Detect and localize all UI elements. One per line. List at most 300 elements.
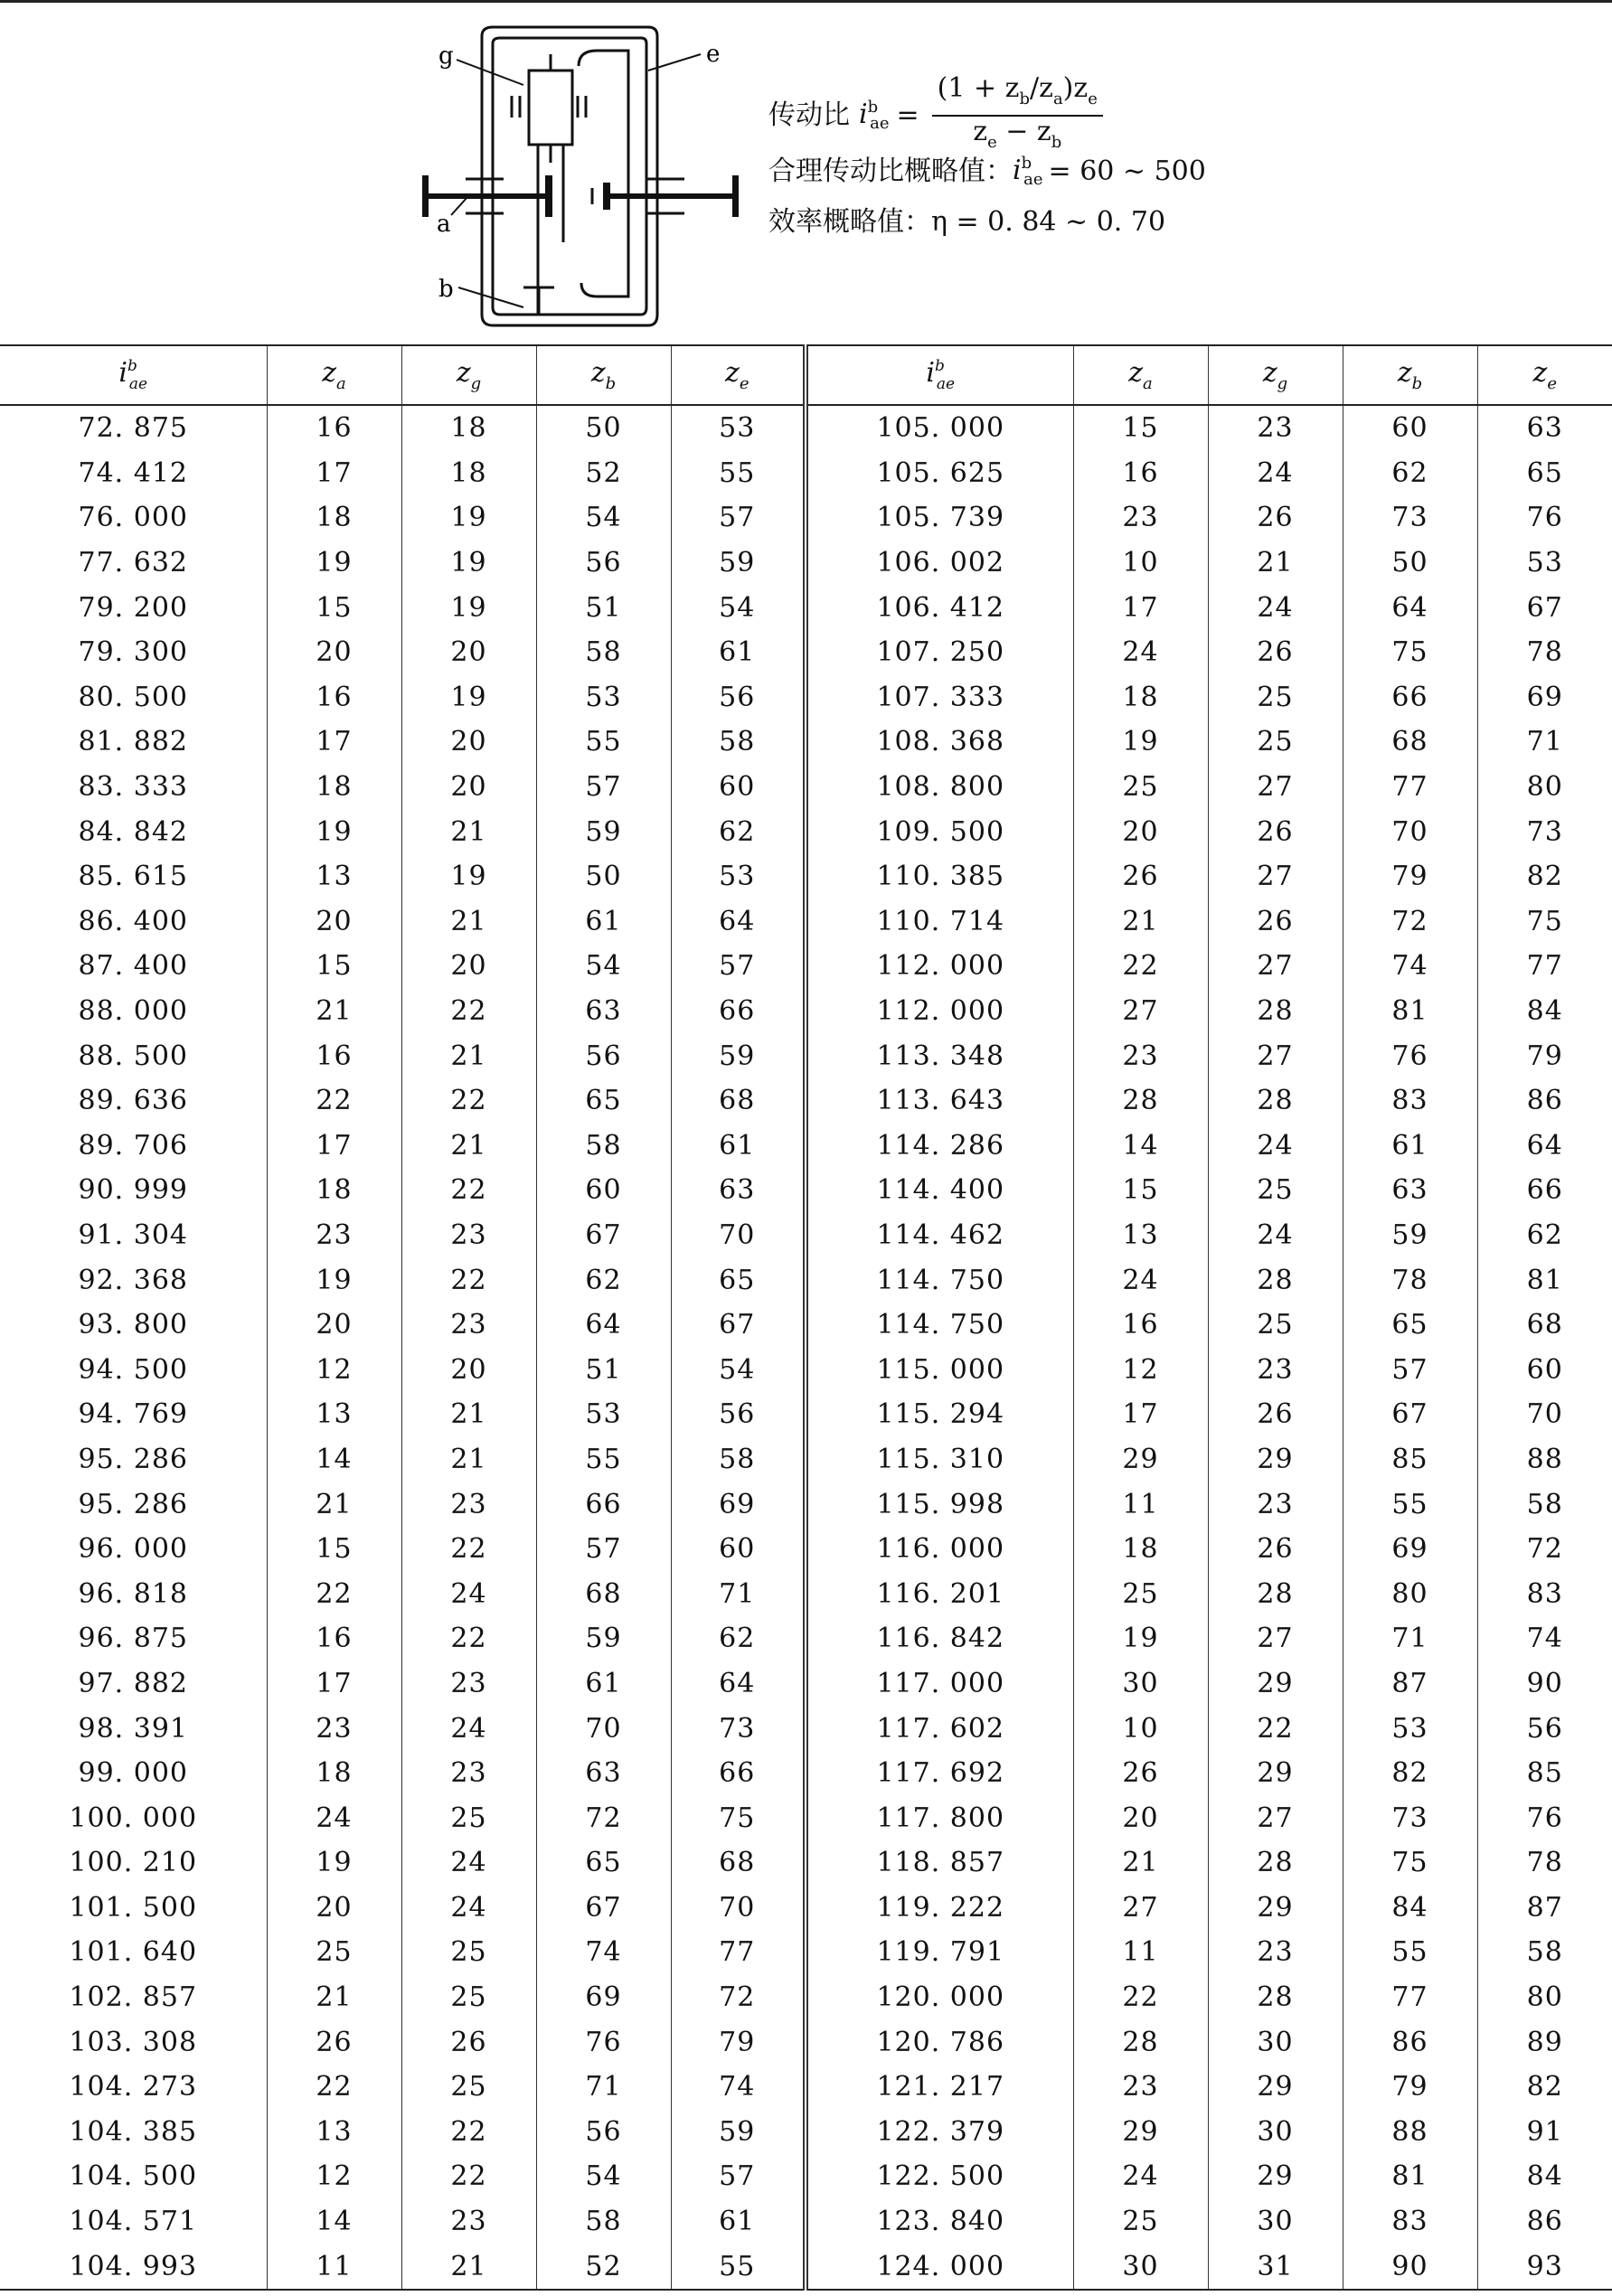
table-cell: 27 — [1208, 1033, 1343, 1078]
table-row — [0, 1527, 1612, 1572]
table-cell: 23 — [401, 1751, 536, 1796]
table-cell: 22 — [401, 1078, 536, 1124]
table-cell: 29 — [1208, 2154, 1343, 2199]
table-row — [0, 1437, 1612, 1482]
table-cell: 68 — [536, 1571, 671, 1616]
table-row — [0, 1213, 1612, 1258]
table-cell: 103. 308 — [69, 2026, 198, 2058]
table-cell: 25 — [1208, 720, 1343, 765]
header-cell: $z_e$ — [1477, 345, 1612, 405]
table-row — [0, 899, 1612, 945]
table-cell: 24 — [401, 1706, 536, 1751]
table-cell: 51 — [536, 585, 671, 630]
table-cell: 51 — [536, 1347, 671, 1392]
table-cell: 79 — [1343, 2065, 1477, 2110]
table-cell: 27 — [1208, 1795, 1343, 1840]
table-cell: 23 — [1073, 1033, 1208, 1078]
table-cell: 16 — [267, 1616, 401, 1661]
table-cell: 16 — [1073, 1303, 1208, 1348]
table-cell: 74 — [671, 2065, 806, 2110]
table-cell: 98. 391 — [78, 1712, 188, 1745]
table-cell: 74. 412 — [78, 456, 188, 489]
header-cell: $i^b_{ae}$ — [0, 345, 267, 405]
table-cell: 19 — [401, 541, 536, 586]
table-cell: 76 — [536, 2019, 671, 2065]
table-cell: 23 — [1208, 405, 1343, 451]
table-cell: 104. 385 — [69, 2115, 198, 2148]
ratio-numerator: $(1 + z_b/z_a)z_e$ — [932, 73, 1103, 117]
table-row — [0, 1706, 1612, 1751]
table-cell: 25 — [401, 1975, 536, 2020]
table-cell: 30 — [1073, 2244, 1208, 2290]
table-cell: 21 — [401, 1392, 536, 1437]
table-cell: 23 — [267, 1706, 401, 1751]
table-cell: 14 — [267, 2199, 401, 2244]
table-cell: 13 — [1073, 1213, 1208, 1258]
table-cell: 65 — [1343, 1303, 1477, 1348]
table-cell: 59 — [671, 1033, 806, 1078]
table-cell: 62 — [536, 1257, 671, 1303]
table-cell: 67 — [536, 1886, 671, 1931]
table-cell: 28 — [1208, 1571, 1343, 1616]
table-cell: 26 — [1208, 630, 1343, 675]
table-cell: 19 — [401, 585, 536, 630]
table-cell: 75 — [1343, 1840, 1477, 1886]
table-cell: 82 — [1477, 854, 1612, 899]
table-cell: 23 — [1208, 1347, 1343, 1392]
table-cell: 91. 304 — [78, 1219, 188, 1251]
table-cell: 20 — [267, 1303, 401, 1348]
ratio-label: 传动比 — [768, 99, 850, 131]
table-cell: 117. 602 — [806, 1706, 1073, 1751]
table-cell: 81 — [1343, 989, 1477, 1034]
table-cell: 115. 310 — [806, 1437, 1073, 1482]
table-row — [0, 495, 1612, 541]
table-cell: 78 — [1477, 1840, 1612, 1886]
table-cell: 119. 791 — [806, 1930, 1073, 1975]
table-cell: 62 — [671, 1616, 806, 1661]
table-cell: 23 — [267, 1213, 401, 1258]
ratio-line: 传动比 $i^b_{ae}$ = $\frac{(1 + z_b/z_a)z_e}{z_e - z_b}$ — [768, 90, 1582, 141]
table-cell: 25 — [1073, 765, 1208, 810]
header-cell: $z_g$ — [1208, 345, 1343, 405]
table-cell: 23 — [401, 1661, 536, 1707]
table-cell: 12 — [1073, 1347, 1208, 1392]
table-cell: 10 — [1073, 1706, 1208, 1751]
table-cell: 50 — [1343, 541, 1477, 586]
table-cell: 82 — [1343, 1751, 1477, 1796]
table-cell: 120. 786 — [806, 2019, 1073, 2065]
table-cell: 28 — [1208, 1078, 1343, 1124]
table-cell: 20 — [267, 630, 401, 675]
table-cell: 110. 714 — [806, 899, 1073, 945]
label-g: g — [438, 42, 454, 70]
table-cell: 26 — [1208, 1527, 1343, 1572]
table-cell: 57 — [536, 1527, 671, 1572]
table-cell: 17 — [1073, 585, 1208, 630]
table-row — [0, 1347, 1612, 1392]
table-cell: 29 — [1073, 2110, 1208, 2155]
table-cell: 62 — [671, 809, 806, 854]
table-cell: 16 — [267, 675, 401, 720]
table-cell: 19 — [1073, 720, 1208, 765]
table-cell: 54 — [671, 585, 806, 630]
table-cell: 84 — [1477, 989, 1612, 1034]
table-cell: 100. 000 — [69, 1802, 198, 1834]
table-cell: 116. 842 — [806, 1616, 1073, 1661]
table-cell: 18 — [401, 405, 536, 451]
table-cell: 74 — [1343, 944, 1477, 989]
table-cell: 53 — [536, 675, 671, 720]
table-cell: 11 — [1073, 1930, 1208, 1975]
table-cell: 85. 615 — [78, 861, 188, 893]
table-cell: 56 — [1477, 1706, 1612, 1751]
table-cell: 119. 222 — [806, 1886, 1073, 1931]
table-cell: 55 — [671, 451, 806, 496]
table-cell: 18 — [267, 495, 401, 541]
efficiency-value: η = 0. 84 ~ 0. 70 — [931, 206, 1166, 238]
table-cell: 88 — [1343, 2110, 1477, 2155]
table-cell: 29 — [1208, 1661, 1343, 1707]
table-cell: 20 — [267, 1886, 401, 1931]
header-cell: $i^b_{ae}$ — [806, 345, 1073, 405]
table-cell: 25 — [267, 1930, 401, 1975]
table-row — [0, 944, 1612, 989]
table-cell: 77. 632 — [78, 547, 188, 579]
table-cell: 59 — [536, 1616, 671, 1661]
table-cell: 58 — [536, 630, 671, 675]
table-row — [0, 720, 1612, 765]
gear-tooth-table — [0, 344, 1612, 2291]
table-cell: 22 — [401, 1527, 536, 1572]
table-cell: 53 — [1477, 541, 1612, 586]
table-cell: 30 — [1208, 2019, 1343, 2065]
table-cell: 86 — [1477, 2199, 1612, 2244]
table-cell: 55 — [1343, 1482, 1477, 1527]
table-cell: 116. 000 — [806, 1527, 1073, 1572]
table-cell: 17 — [267, 720, 401, 765]
table-cell: 114. 462 — [806, 1213, 1073, 1258]
table-cell: 15 — [267, 585, 401, 630]
header-cell: $z_b$ — [1343, 345, 1477, 405]
efficiency-label: 效率概略值： — [768, 206, 931, 238]
table-row — [0, 765, 1612, 810]
table-cell: 22 — [1208, 1706, 1343, 1751]
table-cell: 80 — [1477, 1975, 1612, 2020]
table-cell: 29 — [1208, 1751, 1343, 1796]
table-cell: 55 — [671, 2244, 806, 2290]
table-cell: 26 — [1208, 495, 1343, 541]
table-row — [0, 1033, 1612, 1078]
table-cell: 53 — [671, 854, 806, 899]
table-cell: 27 — [1208, 1616, 1343, 1661]
table-cell: 21 — [267, 989, 401, 1034]
table-cell: 74 — [536, 1930, 671, 1975]
table-cell: 118. 857 — [806, 1840, 1073, 1886]
table-cell: 92. 368 — [78, 1264, 188, 1296]
table-cell: 22 — [267, 1571, 401, 1616]
table-cell: 18 — [1073, 1527, 1208, 1572]
label-b: b — [438, 276, 454, 303]
table-cell: 121. 217 — [806, 2065, 1073, 2110]
table-cell: 61 — [671, 630, 806, 675]
table-cell: 124. 000 — [806, 2244, 1073, 2290]
table-cell: 88. 500 — [78, 1040, 188, 1072]
ratio-symbol: $i^b_{ae}$ — [859, 98, 890, 133]
table-cell: 106. 412 — [806, 585, 1073, 630]
table-cell: 26 — [1208, 899, 1343, 945]
table-cell: 114. 750 — [806, 1303, 1073, 1348]
table-cell: 120. 000 — [806, 1975, 1073, 2020]
table-cell: 29 — [1208, 1886, 1343, 1931]
table-cell: 122. 379 — [806, 2110, 1073, 2155]
table-cell: 117. 692 — [806, 1751, 1073, 1796]
range-value: = 60 ~ 500 — [1048, 155, 1206, 187]
table-cell: 75 — [1477, 899, 1612, 945]
label-a: a — [437, 211, 451, 238]
table-cell: 83 — [1477, 1571, 1612, 1616]
table-cell: 11 — [267, 2244, 401, 2290]
table-cell: 82 — [1477, 2065, 1612, 2110]
table-cell: 123. 840 — [806, 2199, 1073, 2244]
table-cell: 117. 000 — [806, 1661, 1073, 1707]
table-cell: 17 — [267, 1661, 401, 1707]
table-cell: 69 — [536, 1975, 671, 2020]
table-cell: 115. 998 — [806, 1482, 1073, 1527]
table-cell: 99. 000 — [78, 1757, 188, 1790]
table-body — [0, 405, 1612, 2290]
table-cell: 21 — [401, 1437, 536, 1482]
table-row — [0, 1975, 1612, 2020]
table-cell: 68 — [671, 1840, 806, 1886]
table-row — [0, 1124, 1612, 1169]
table-cell: 26 — [1073, 1751, 1208, 1796]
table-cell: 63 — [671, 1168, 806, 1213]
table-cell: 101. 640 — [69, 1936, 198, 1969]
table-cell: 81 — [1343, 2154, 1477, 2199]
table-cell: 63 — [536, 989, 671, 1034]
table-row — [0, 630, 1612, 675]
table-cell: 20 — [401, 1347, 536, 1392]
table-cell: 28 — [1073, 2019, 1208, 2065]
table-cell: 89 — [1477, 2019, 1612, 2065]
table-cell: 68 — [1477, 1303, 1612, 1348]
table-cell: 62 — [1343, 451, 1477, 496]
table-cell: 64 — [671, 1661, 806, 1707]
table-cell: 27 — [1208, 854, 1343, 899]
table-cell: 73 — [1477, 809, 1612, 854]
table-cell: 73 — [1343, 1795, 1477, 1840]
table-cell: 50 — [536, 405, 671, 451]
table-cell: 66 — [536, 1482, 671, 1527]
table-cell: 20 — [401, 720, 536, 765]
table-cell: 17 — [267, 451, 401, 496]
table-cell: 21 — [401, 1033, 536, 1078]
table-cell: 26 — [1208, 809, 1343, 854]
table-cell: 61 — [671, 1124, 806, 1169]
table-cell: 110. 385 — [806, 854, 1073, 899]
table-cell: 77 — [1343, 1975, 1477, 2020]
table-cell: 68 — [1343, 720, 1477, 765]
table-cell: 24 — [401, 1886, 536, 1931]
header-cell: $z_a$ — [1073, 345, 1208, 405]
table-cell: 24 — [267, 1795, 401, 1840]
table-cell: 54 — [536, 495, 671, 541]
label-e: e — [706, 41, 721, 68]
table-cell: 28 — [1208, 1840, 1343, 1886]
table-cell: 25 — [1208, 1303, 1343, 1348]
table-cell: 116. 201 — [806, 1571, 1073, 1616]
table-cell: 15 — [1073, 405, 1208, 451]
table-cell: 57 — [671, 2154, 806, 2199]
table-cell: 84 — [1343, 1886, 1477, 1931]
table-cell: 104. 273 — [69, 2071, 198, 2103]
table-row — [0, 2065, 1612, 2110]
table-cell: 88 — [1477, 1437, 1612, 1482]
table-row — [0, 541, 1612, 586]
table-cell: 21 — [1073, 899, 1208, 945]
table-cell: 59 — [671, 541, 806, 586]
table-cell: 63 — [1477, 405, 1612, 451]
table-row — [0, 451, 1612, 496]
table-cell: 58 — [671, 720, 806, 765]
table-cell: 59 — [1343, 1213, 1477, 1258]
table-cell: 94. 500 — [78, 1353, 188, 1386]
table-cell: 66 — [1343, 675, 1477, 720]
table-cell: 24 — [401, 1571, 536, 1616]
table-cell: 105. 739 — [806, 495, 1073, 541]
table-cell: 108. 368 — [806, 720, 1073, 765]
table-cell: 60 — [1477, 1347, 1612, 1392]
table-cell: 19 — [1073, 1616, 1208, 1661]
table-cell: 64 — [671, 899, 806, 945]
table-cell: 83 — [1343, 2199, 1477, 2244]
table-cell: 13 — [267, 1392, 401, 1437]
table-cell: 65 — [536, 1078, 671, 1124]
table-cell: 21 — [267, 1482, 401, 1527]
table-cell: 64 — [1477, 1124, 1612, 1169]
table-cell: 17 — [267, 1124, 401, 1169]
table-cell: 21 — [267, 1975, 401, 2020]
table-cell: 117. 800 — [806, 1795, 1073, 1840]
table-cell: 16 — [1073, 451, 1208, 496]
table-cell: 56 — [536, 1033, 671, 1078]
table-cell: 76 — [1343, 1033, 1477, 1078]
table-row — [0, 1392, 1612, 1437]
table-cell: 30 — [1073, 1661, 1208, 1707]
table-cell: 80 — [1343, 1571, 1477, 1616]
table-cell: 84 — [1477, 2154, 1612, 2199]
table-cell: 66 — [1477, 1168, 1612, 1213]
table-cell: 122. 500 — [806, 2154, 1073, 2199]
table-cell: 22 — [401, 2110, 536, 2155]
table-cell: 102. 857 — [69, 1981, 198, 2014]
table-cell: 108. 800 — [806, 765, 1073, 810]
table-cell: 93. 800 — [78, 1309, 188, 1341]
table-cell: 79 — [1343, 854, 1477, 899]
table-cell: 112. 000 — [806, 989, 1073, 1034]
table-cell: 71 — [1477, 720, 1612, 765]
formula-block — [768, 72, 1582, 248]
table-cell: 12 — [267, 2154, 401, 2199]
table-cell: 18 — [267, 1168, 401, 1213]
table-cell: 19 — [267, 1840, 401, 1886]
table-cell: 58 — [671, 1437, 806, 1482]
table-row — [0, 405, 1612, 451]
table-cell: 101. 500 — [69, 1891, 198, 1924]
table-cell: 84. 842 — [78, 815, 188, 848]
table-cell: 57 — [671, 944, 806, 989]
range-line — [768, 146, 1582, 197]
table-cell: 23 — [1073, 2065, 1208, 2110]
table-cell: 25 — [401, 2065, 536, 2110]
table-cell: 70 — [1477, 1392, 1612, 1437]
table-cell: 20 — [401, 630, 536, 675]
table-row — [0, 1571, 1612, 1616]
table-cell: 19 — [267, 1257, 401, 1303]
table-cell: 26 — [267, 2019, 401, 2065]
table-row — [0, 2019, 1612, 2065]
table-cell: 112. 000 — [806, 944, 1073, 989]
table-cell: 20 — [1073, 809, 1208, 854]
table-cell: 29 — [1208, 2065, 1343, 2110]
table-cell: 115. 294 — [806, 1392, 1073, 1437]
table-cell: 76 — [1477, 1795, 1612, 1840]
table-cell: 65 — [671, 1257, 806, 1303]
table-cell: 87 — [1343, 1661, 1477, 1707]
table-cell: 21 — [1073, 1840, 1208, 1886]
table-cell: 76 — [1477, 495, 1612, 541]
table-cell: 83. 333 — [78, 771, 188, 804]
table-cell: 105. 625 — [806, 451, 1073, 496]
table-cell: 21 — [401, 1124, 536, 1169]
table-cell: 24 — [1073, 2154, 1208, 2199]
table-cell: 23 — [401, 1482, 536, 1527]
table-cell: 53 — [1343, 1706, 1477, 1751]
table-cell: 23 — [1073, 495, 1208, 541]
table-cell: 24 — [1073, 1257, 1208, 1303]
table-cell: 96. 875 — [78, 1623, 188, 1655]
table-cell: 85 — [1343, 1437, 1477, 1482]
table-cell: 19 — [401, 675, 536, 720]
table-cell: 24 — [1208, 1124, 1343, 1169]
table-cell: 22 — [401, 1168, 536, 1213]
table-cell: 77 — [671, 1930, 806, 1975]
table-cell: 24 — [1208, 1213, 1343, 1258]
table-cell: 71 — [536, 2065, 671, 2110]
table-row — [0, 1078, 1612, 1124]
table-row — [0, 2244, 1612, 2290]
table-cell: 22 — [401, 1616, 536, 1661]
range-symbol: $i^b_{ae}$ — [1013, 154, 1043, 189]
table-cell: 27 — [1073, 1886, 1208, 1931]
table-cell: 113. 348 — [806, 1033, 1073, 1078]
table-cell: 114. 286 — [806, 1124, 1073, 1169]
table-cell: 53 — [536, 1392, 671, 1437]
table-cell: 94. 769 — [78, 1398, 188, 1431]
table-cell: 24 — [1208, 585, 1343, 630]
table-cell: 57 — [671, 495, 806, 541]
table-cell: 67 — [671, 1303, 806, 1348]
table-cell: 17 — [1073, 1392, 1208, 1437]
table-cell: 20 — [401, 765, 536, 810]
table-cell: 55 — [1343, 1930, 1477, 1975]
table-row — [0, 1661, 1612, 1707]
table-cell: 72 — [671, 1975, 806, 2020]
table-cell: 18 — [1073, 675, 1208, 720]
table-row — [0, 585, 1612, 630]
table-row — [0, 1257, 1612, 1303]
